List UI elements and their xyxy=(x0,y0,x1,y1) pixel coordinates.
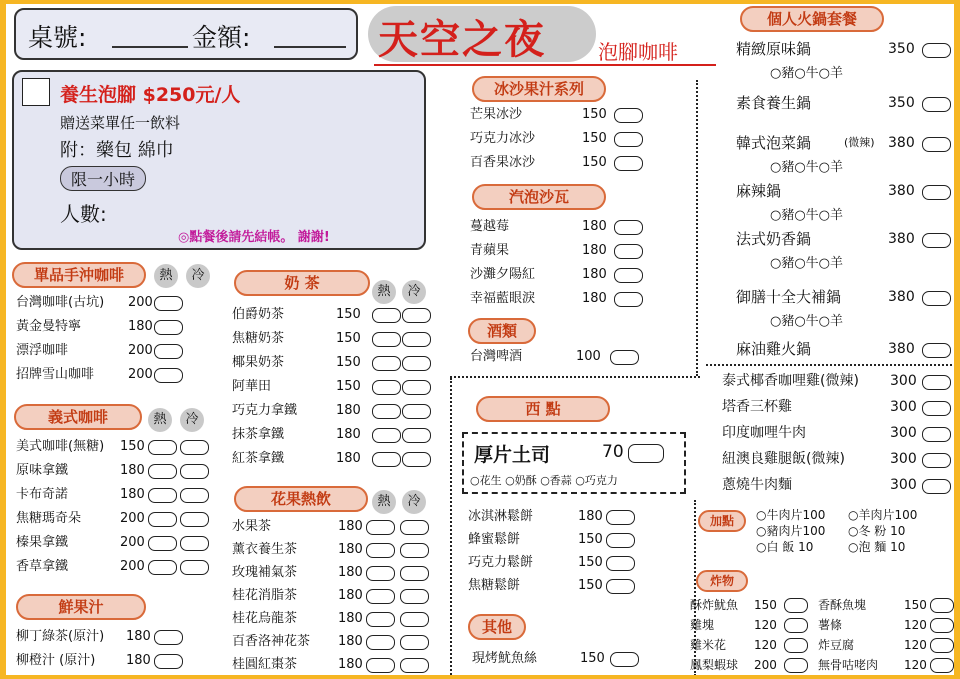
flower-tea-header: 花果熱飲 xyxy=(234,486,368,512)
item-name: 紅茶拿鐵 xyxy=(232,451,285,466)
order-box-hot[interactable] xyxy=(154,654,183,669)
order-box-hot[interactable] xyxy=(372,356,401,371)
divider-horizontal xyxy=(450,376,700,378)
item-price: 180 xyxy=(120,487,145,502)
item-price: 180 xyxy=(338,565,363,580)
item-price: 180 xyxy=(578,509,603,524)
meal-name: 蔥燒牛肉麵 xyxy=(722,477,792,493)
meal-name: 泰式椰香咖哩雞(微辣) xyxy=(722,373,859,389)
order-box-hot[interactable] xyxy=(366,612,395,627)
order-box-hot[interactable] xyxy=(366,589,395,604)
order-box-hot[interactable] xyxy=(154,630,183,645)
order-box-cold[interactable] xyxy=(402,428,431,443)
fried-price: 120 xyxy=(904,658,927,672)
item-price: 150 xyxy=(582,155,607,170)
meal-name: 塔香三杯雞 xyxy=(722,399,792,415)
amount-field[interactable] xyxy=(274,46,346,48)
order-box-hot[interactable] xyxy=(606,556,635,571)
order-box-hot[interactable] xyxy=(614,108,643,123)
item-name: 招牌雪山咖啡 xyxy=(16,367,95,382)
item-name: 芒果冰沙 xyxy=(470,107,523,122)
order-box-hot[interactable] xyxy=(148,560,177,575)
item-price: 200 xyxy=(120,559,145,574)
fried-order-box[interactable] xyxy=(784,598,808,613)
order-box-hot[interactable] xyxy=(614,244,643,259)
item-price: 150 xyxy=(336,379,361,394)
meal-order-box[interactable] xyxy=(922,375,951,390)
hotpot-meat-options: ○豬○牛○羊 xyxy=(770,314,844,329)
shop-title: 天空之夜 xyxy=(378,16,546,63)
dessert-header: 西 點 xyxy=(476,396,610,422)
hot-label: 熱 xyxy=(148,408,172,432)
fried-price: 150 xyxy=(904,598,927,612)
soda-header: 汽泡沙瓦 xyxy=(472,184,606,210)
foot-bath-attach: 附：藥包 綿巾 xyxy=(60,140,174,161)
item-name: 巧克力冰沙 xyxy=(470,131,536,146)
order-box-cold[interactable] xyxy=(400,612,429,627)
order-box-cold[interactable] xyxy=(402,332,431,347)
hotpot-name: 麻油雞火鍋 xyxy=(736,340,812,358)
order-box-cold[interactable] xyxy=(180,440,209,455)
order-box-hot[interactable] xyxy=(372,452,401,467)
item-name: 百香果冰沙 xyxy=(470,155,536,170)
hot-label: 熱 xyxy=(154,264,178,288)
order-notice: ◎點餐後請先結帳。 謝謝! xyxy=(178,230,330,245)
order-box-cold[interactable] xyxy=(402,380,431,395)
order-box-hot[interactable] xyxy=(372,428,401,443)
item-name: 焦糖奶茶 xyxy=(232,331,285,346)
table-field[interactable] xyxy=(112,46,188,48)
item-name: 柳丁綠茶(原汁) xyxy=(16,629,105,644)
order-box-cold[interactable] xyxy=(400,635,429,650)
toast-order-box[interactable] xyxy=(628,444,664,463)
item-name: 卡布奇諾 xyxy=(16,487,69,502)
order-box-cold[interactable] xyxy=(400,589,429,604)
item-name: 冰淇淋鬆餅 xyxy=(468,509,534,524)
item-price: 200 xyxy=(128,295,153,310)
order-box-hot[interactable] xyxy=(614,268,643,283)
hotpot-price: 350 xyxy=(888,95,915,111)
item-name: 蔓越莓 xyxy=(470,219,510,234)
item-price: 150 xyxy=(578,532,603,547)
fried-order-box[interactable] xyxy=(784,658,808,673)
fried-name: 鳳梨蝦球 xyxy=(690,658,739,672)
item-name: 漂浮咖啡 xyxy=(16,343,69,358)
item-name: 柳橙汁 (原汁) xyxy=(16,653,96,668)
item-price: 150 xyxy=(582,131,607,146)
item-name: 沙灘夕陽紅 xyxy=(470,267,536,282)
order-box-hot[interactable] xyxy=(148,464,177,479)
item-name: 伯爵奶茶 xyxy=(232,307,285,322)
addon-option[interactable]: ○羊肉片100 xyxy=(848,508,918,522)
divider-left-col xyxy=(450,378,452,675)
order-box-cold[interactable] xyxy=(402,452,431,467)
foot-bath-limit: 限一小時 xyxy=(60,166,146,191)
order-box-hot[interactable] xyxy=(372,404,401,419)
order-box-cold[interactable] xyxy=(400,658,429,673)
fried-price: 120 xyxy=(904,618,927,632)
order-box-hot[interactable] xyxy=(606,510,635,525)
order-box-hot[interactable] xyxy=(606,579,635,594)
item-price: 200 xyxy=(120,535,145,550)
fried-name: 香酥魚塊 xyxy=(818,598,867,612)
others-header: 其他 xyxy=(468,614,526,640)
hotpot-name: 御膳十全大補鍋 xyxy=(736,288,842,306)
menu-page xyxy=(6,4,954,675)
item-name: 美式咖啡(無糖) xyxy=(16,439,105,454)
fried-price: 150 xyxy=(754,598,777,612)
foot-bath-gift: 贈送菜單任一飲料 xyxy=(60,114,181,132)
fried-name: 雞塊 xyxy=(690,618,715,632)
title-underline xyxy=(374,64,716,66)
hotpot-order-box[interactable] xyxy=(922,97,951,112)
people-label: 人數: xyxy=(60,202,107,226)
item-price: 180 xyxy=(338,634,363,649)
fried-price: 120 xyxy=(754,618,777,632)
hotpot-price: 380 xyxy=(888,135,915,151)
toast-name: 厚片土司 xyxy=(474,444,551,466)
order-box-cold[interactable] xyxy=(180,488,209,503)
item-price: 200 xyxy=(128,343,153,358)
item-price: 180 xyxy=(582,291,607,306)
order-box-cold[interactable] xyxy=(402,308,431,323)
item-price: 180 xyxy=(338,657,363,672)
hotpot-header: 個人火鍋套餐 xyxy=(740,6,884,32)
meal-price: 300 xyxy=(890,451,917,467)
addon-option[interactable]: ○泡 麵 10 xyxy=(848,540,906,554)
order-box-hot[interactable] xyxy=(148,488,177,503)
item-name: 桂花烏龍茶 xyxy=(232,611,298,626)
single-coffee-header: 單品手沖咖啡 xyxy=(12,262,146,288)
item-price: 180 xyxy=(336,451,361,466)
item-price: 150 xyxy=(120,439,145,454)
fried-name: 薯條 xyxy=(818,618,843,632)
hotpot-price: 380 xyxy=(888,231,915,247)
fried-name: 酥炸魷魚 xyxy=(690,598,739,612)
hotpot-order-box[interactable] xyxy=(922,233,951,248)
hotpot-note: (微辣) xyxy=(844,136,875,149)
order-box-hot[interactable] xyxy=(606,533,635,548)
item-name: 焦糖瑪奇朵 xyxy=(16,511,82,526)
order-box-cold[interactable] xyxy=(402,404,431,419)
item-price: 180 xyxy=(338,588,363,603)
fried-price: 120 xyxy=(904,638,927,652)
item-name: 焦糖鬆餅 xyxy=(468,578,521,593)
item-price: 180 xyxy=(338,542,363,557)
meal-name: 印度咖哩牛肉 xyxy=(722,425,806,441)
meal-order-box[interactable] xyxy=(922,453,951,468)
fried-price: 120 xyxy=(754,638,777,652)
hotpot-price: 380 xyxy=(888,341,915,357)
item-name: 桂圓紅棗茶 xyxy=(232,657,298,672)
item-price: 150 xyxy=(336,355,361,370)
order-box-hot[interactable] xyxy=(614,132,643,147)
toast-options: ○花生 ○奶酥 ○香蒜 ○巧克力 xyxy=(470,474,618,487)
meal-order-box[interactable] xyxy=(922,427,951,442)
item-name: 水果茶 xyxy=(232,519,272,534)
order-box-hot[interactable] xyxy=(154,368,183,383)
item-price: 180 xyxy=(338,519,363,534)
addon-option[interactable]: ○白 飯 10 xyxy=(756,540,814,554)
order-box-cold[interactable] xyxy=(400,566,429,581)
item-price: 150 xyxy=(578,555,603,570)
table-amount-box xyxy=(14,8,358,60)
item-price: 180 xyxy=(582,219,607,234)
item-price: 180 xyxy=(128,319,153,334)
foot-bath-panel xyxy=(12,70,426,250)
fried-order-box[interactable] xyxy=(930,658,954,673)
fried-header: 炸物 xyxy=(696,570,748,592)
order-box-hot[interactable] xyxy=(614,156,643,171)
item-name: 榛果拿鐵 xyxy=(16,535,69,550)
item-name: 台灣啤酒 xyxy=(470,349,523,364)
smoothie-header: 冰沙果汁系列 xyxy=(472,76,606,102)
fried-order-box[interactable] xyxy=(930,598,954,613)
order-box-hot[interactable] xyxy=(610,652,639,667)
italian-coffee-header: 義式咖啡 xyxy=(14,404,142,430)
hotpot-order-box[interactable] xyxy=(922,343,951,358)
item-price: 180 xyxy=(120,463,145,478)
item-name: 薰衣養生茶 xyxy=(232,542,298,557)
fresh-juice-header: 鮮果汁 xyxy=(16,594,146,620)
fried-order-box[interactable] xyxy=(784,618,808,633)
order-box-hot[interactable] xyxy=(372,308,401,323)
item-price: 180 xyxy=(336,427,361,442)
item-price: 180 xyxy=(126,653,151,668)
hotpot-name: 麻辣鍋 xyxy=(736,182,782,200)
item-price: 180 xyxy=(336,403,361,418)
item-name: 玫瑰補氣茶 xyxy=(232,565,298,580)
item-name: 黃金曼特寧 xyxy=(16,319,82,334)
foot-bath-title: 養生泡腳 $250元/人 xyxy=(60,84,241,106)
meal-price: 300 xyxy=(890,373,917,389)
item-name: 阿華田 xyxy=(232,379,272,394)
meal-order-box[interactable] xyxy=(922,479,951,494)
item-name: 抹茶拿鐵 xyxy=(232,427,285,442)
order-box-hot[interactable] xyxy=(148,512,177,527)
order-box-hot[interactable] xyxy=(614,292,643,307)
meal-price: 300 xyxy=(890,399,917,415)
order-box-cold[interactable] xyxy=(180,560,209,575)
order-box-hot[interactable] xyxy=(614,220,643,235)
toast-price: 70 xyxy=(602,442,624,462)
hotpot-name: 韓式泡菜鍋 xyxy=(736,134,812,152)
hotpot-meat-options: ○豬○牛○羊 xyxy=(770,66,844,81)
order-box-hot[interactable] xyxy=(154,344,183,359)
hotpot-meat-options: ○豬○牛○羊 xyxy=(770,256,844,271)
item-name: 巧克力鬆餅 xyxy=(468,555,534,570)
hotpot-price: 350 xyxy=(888,41,915,57)
order-box-hot[interactable] xyxy=(366,543,395,558)
item-price: 150 xyxy=(336,307,361,322)
item-name: 香草拿鐵 xyxy=(16,559,69,574)
order-box-cold[interactable] xyxy=(400,520,429,535)
addon-option[interactable]: ○牛肉片100 xyxy=(756,508,826,522)
cold-label: 冷 xyxy=(180,408,204,432)
item-name: 青蘋果 xyxy=(470,243,510,258)
divider-hotpot xyxy=(706,364,952,366)
foot-bath-checkbox[interactable] xyxy=(22,78,50,106)
item-price: 180 xyxy=(338,611,363,626)
hotpot-price: 380 xyxy=(888,183,915,199)
item-price: 200 xyxy=(120,511,145,526)
order-box-hot[interactable] xyxy=(366,658,395,673)
alcohol-header: 酒類 xyxy=(468,318,536,344)
order-box-cold[interactable] xyxy=(180,464,209,479)
order-box-hot[interactable] xyxy=(372,380,401,395)
hot-label: 熱 xyxy=(372,280,396,304)
item-price: 150 xyxy=(578,578,603,593)
item-name: 椰果奶茶 xyxy=(232,355,285,370)
item-price: 150 xyxy=(582,107,607,122)
fried-order-box[interactable] xyxy=(930,638,954,653)
hotpot-name: 素食養生鍋 xyxy=(736,94,812,112)
hotpot-meat-options: ○豬○牛○羊 xyxy=(770,208,844,223)
fried-name: 雞米花 xyxy=(690,638,727,652)
order-box-cold[interactable] xyxy=(180,536,209,551)
item-name: 台灣咖啡(古坑) xyxy=(16,295,105,310)
item-price: 180 xyxy=(126,629,151,644)
order-box-hot[interactable] xyxy=(372,332,401,347)
item-name: 巧克力拿鐵 xyxy=(232,403,298,418)
amount-label: 金額: xyxy=(192,23,251,52)
milk-tea-header: 奶 茶 xyxy=(234,270,370,296)
order-box-cold[interactable] xyxy=(400,543,429,558)
fried-name: 無骨咕咾肉 xyxy=(818,658,879,672)
hotpot-price: 380 xyxy=(888,289,915,305)
meal-name: 紐澳良雞腿飯(微辣) xyxy=(722,451,845,467)
order-box-hot[interactable] xyxy=(366,520,395,535)
addon-header: 加點 xyxy=(698,510,746,532)
hotpot-name: 法式奶香鍋 xyxy=(736,230,812,248)
fried-price: 200 xyxy=(754,658,777,672)
table-label: 桌號: xyxy=(28,23,87,52)
item-name: 原味拿鐵 xyxy=(16,463,69,478)
hotpot-order-box[interactable] xyxy=(922,185,951,200)
item-name: 蜂蜜鬆餅 xyxy=(468,532,521,547)
item-price: 180 xyxy=(582,243,607,258)
hotpot-order-box[interactable] xyxy=(922,137,951,152)
hot-label: 熱 xyxy=(372,490,396,514)
order-box-hot[interactable] xyxy=(366,635,395,650)
item-name: 百香洛神花茶 xyxy=(232,634,311,649)
hotpot-order-box[interactable] xyxy=(922,43,951,58)
toast-box xyxy=(462,432,686,494)
cold-label: 冷 xyxy=(402,280,426,304)
item-price: 150 xyxy=(580,651,605,666)
addon-option[interactable]: ○冬 粉 10 xyxy=(848,524,906,538)
divider-middle xyxy=(696,80,698,376)
meal-order-box[interactable] xyxy=(922,401,951,416)
shop-subtitle: 泡腳咖啡 xyxy=(598,40,678,64)
hotpot-name: 精緻原味鍋 xyxy=(736,40,812,58)
order-box-hot[interactable] xyxy=(610,350,639,365)
order-box-hot[interactable] xyxy=(148,536,177,551)
fried-order-box[interactable] xyxy=(784,638,808,653)
order-box-hot[interactable] xyxy=(154,320,183,335)
hotpot-order-box[interactable] xyxy=(922,291,951,306)
cold-label: 冷 xyxy=(186,264,210,288)
order-box-hot[interactable] xyxy=(148,440,177,455)
item-name: 現烤魷魚絲 xyxy=(472,651,538,666)
order-box-hot[interactable] xyxy=(154,296,183,311)
fried-name: 炸豆腐 xyxy=(818,638,855,652)
fried-order-box[interactable] xyxy=(930,618,954,633)
meal-price: 300 xyxy=(890,425,917,441)
item-price: 180 xyxy=(582,267,607,282)
hotpot-meat-options: ○豬○牛○羊 xyxy=(770,160,844,175)
item-price: 150 xyxy=(336,331,361,346)
meal-price: 300 xyxy=(890,477,917,493)
item-name: 桂花消脂茶 xyxy=(232,588,298,603)
item-name: 幸福藍眼淚 xyxy=(470,291,536,306)
item-price: 200 xyxy=(128,367,153,382)
addon-option[interactable]: ○豬肉片100 xyxy=(756,524,826,538)
cold-label: 冷 xyxy=(402,490,426,514)
item-price: 100 xyxy=(576,349,601,364)
order-box-cold[interactable] xyxy=(402,356,431,371)
order-box-hot[interactable] xyxy=(366,566,395,581)
order-box-cold[interactable] xyxy=(180,512,209,527)
